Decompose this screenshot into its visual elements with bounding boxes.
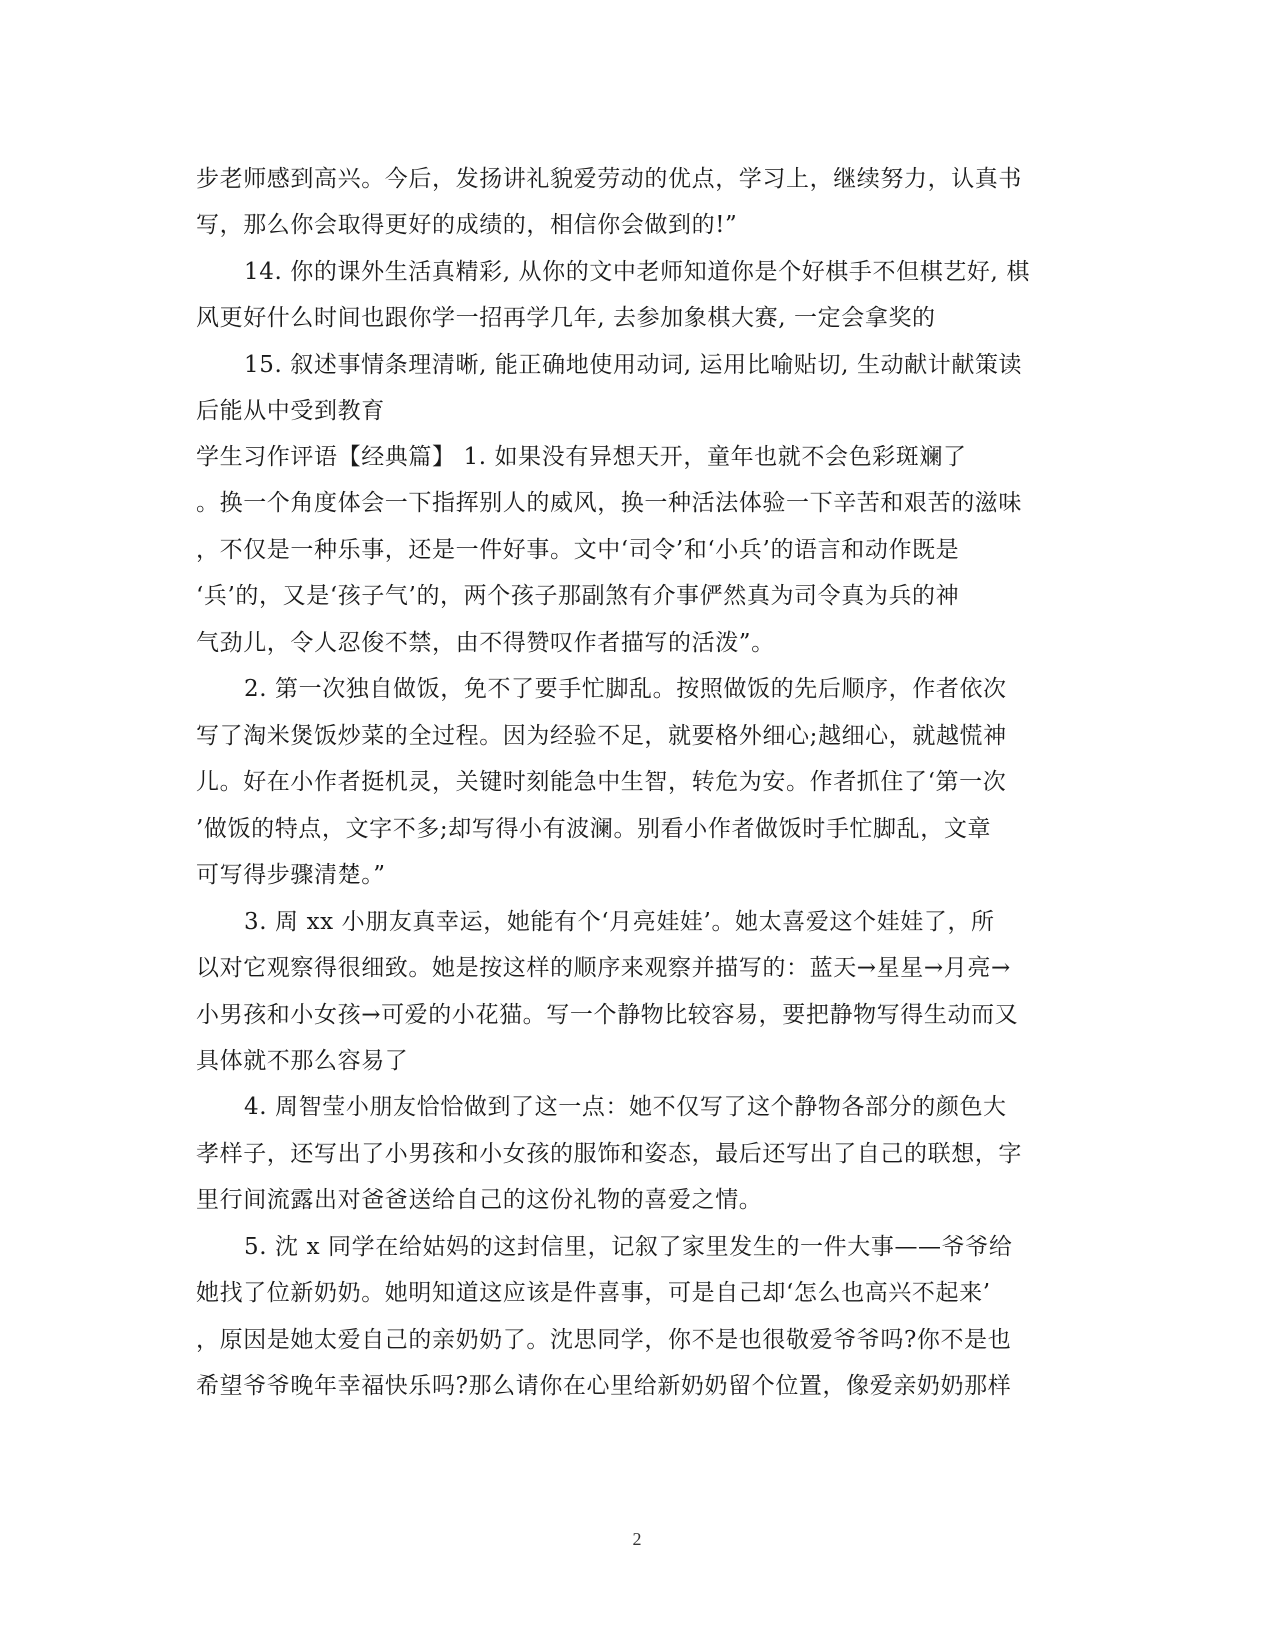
text-line: ’做饭的特点，文字不多;却写得小有波澜。别看小作者做饭时手忙脚乱，文章 <box>196 816 992 842</box>
text-line: 可写得步骤清楚。” <box>196 862 386 888</box>
text-line: 气劲儿，令人忍俊不禁，由不得赞叹作者描写的活泼”。 <box>196 630 775 656</box>
text-line: ‘兵’的，又是‘孩子气’的，两个孩子那副煞有介事俨然真为司令真为兵的神 <box>196 583 960 609</box>
text-line: 写了淘米煲饭炒菜的全过程。因为经验不足，就要格外细心;越细心，就越慌神 <box>196 723 1007 749</box>
text-line: 希望爷爷晚年幸福快乐吗?那么请你在心里给新奶奶留个位置，像爱亲奶奶那样 <box>196 1373 1012 1399</box>
text-line: 。换一个角度体会一下指挥别人的威风，换一种活法体验一下辛苦和艰苦的滋味 <box>196 490 1022 516</box>
text-line: 步老师感到高兴。今后，发扬讲礼貌爱劳动的优点，学习上，继续努力，认真书 <box>196 166 1022 192</box>
text-line: 她找了位新奶奶。她明知道这应该是件喜事，可是自己却‘怎么也高兴不起来’ <box>196 1280 991 1306</box>
section-heading-line: 学生习作评语【经典篇】 1. 如果没有异想天开，童年也就不会色彩斑斓了 <box>196 444 967 470</box>
text-line: 14. 你的课外生活真精彩, 从你的文中老师知道你是个好棋手不但棋艺好, 棋 <box>244 259 1030 285</box>
text-line: 15. 叙述事情条理清晰, 能正确地使用动词, 运用比喻贴切, 生动献计献策读 <box>244 352 1023 378</box>
text-line: 孝样子，还写出了小男孩和小女孩的服饰和姿态，最后还写出了自己的联想，字 <box>196 1141 1022 1167</box>
text-line: 里行间流露出对爸爸送给自己的这份礼物的喜爱之情。 <box>196 1187 763 1213</box>
text-line: 儿。好在小作者挺机灵，关键时刻能急中生智，转危为安。作者抓住了‘第一次 <box>196 769 1007 795</box>
text-line: 4. 周智莹小朋友恰恰做到了这一点：她不仅写了这个静物各部分的颜色大 <box>244 1094 1007 1120</box>
text-line: ，原因是她太爱自己的亲奶奶了。沈思同学，你不是也很敬爱爷爷吗?你不是也 <box>196 1327 1012 1353</box>
text-line: 2. 第一次独自做饭，免不了要手忙脚乱。按照做饭的先后顺序，作者依次 <box>244 676 1007 702</box>
text-line: 以对它观察得很细致。她是按这样的顺序来观察并描写的：蓝天→星星→月亮→ <box>196 955 1011 981</box>
text-line: 3. 周 xx 小朋友真幸运，她能有个‘月亮娃娃’。她太喜爱这个娃娃了，所 <box>244 909 995 935</box>
text-line: ，不仅是一种乐事，还是一件好事。文中‘司令’和‘小兵’的语言和动作既是 <box>196 537 960 563</box>
text-line: 小男孩和小女孩→可爱的小花猫。写一个静物比较容易，要把静物写得生动而又 <box>196 1002 1019 1028</box>
page-number: 2 <box>632 1529 642 1549</box>
text-line: 后能从中受到教育 <box>196 398 385 424</box>
text-line: 写，那么你会取得更好的成绩的，相信你会做到的!” <box>196 212 738 238</box>
text-line: 具体就不那么容易了 <box>196 1048 409 1074</box>
text-line: 风更好什么时间也跟你学一招再学几年, 去参加象棋大赛, 一定会拿奖的 <box>196 305 936 331</box>
text-line: 5. 沈 x 同学在给姑妈的这封信里，记叙了家里发生的一件大事——爷爷给 <box>244 1234 1013 1260</box>
